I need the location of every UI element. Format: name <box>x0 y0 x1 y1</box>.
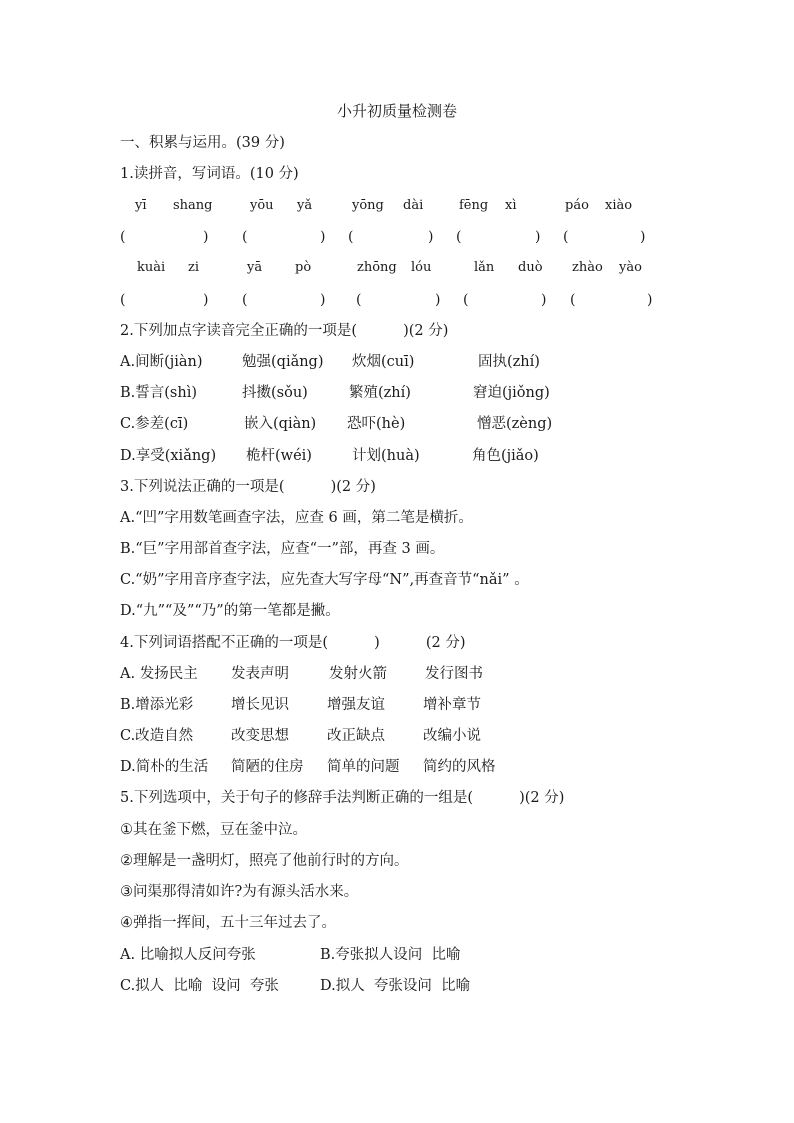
pinyin: xiào <box>605 198 633 213</box>
option-cell: 发表声明 <box>231 666 289 682</box>
option-cell: 憎恶(zèng) <box>477 416 553 432</box>
blank-open: ( <box>348 229 354 245</box>
sentence-text: 问渠那得清如许?为有源头活水来。 <box>133 884 359 900</box>
blank-open: ( <box>242 292 248 308</box>
blank-close: ) <box>203 229 209 245</box>
blank-close: ) <box>320 229 326 245</box>
pinyin: shang <box>173 198 213 213</box>
option-cell: 抖擞(sǒu) <box>242 385 308 401</box>
blank-close: ) <box>647 292 653 308</box>
option-cell: 计划(huà) <box>352 448 420 464</box>
q3-option-c: C.“奶”字用音序查字法，应先查大写字母“N”,再查音节“nǎi” 。 <box>120 572 529 588</box>
option-cell: C.改造自然 <box>120 728 194 744</box>
option-cell: 繁殖(zhí) <box>349 385 411 401</box>
number-marker: ② <box>120 853 133 869</box>
blank-close: ) <box>435 292 441 308</box>
sentence-text: 其在釜下燃，豆在釜中泣。 <box>133 822 307 838</box>
question-5-stem: 5.下列选项中，关于句子的修辞手法判断正确的一组是( )(2 分) <box>120 790 565 806</box>
option-cell: D.享受(xiǎng) <box>120 448 217 464</box>
pinyin: yā <box>247 260 263 275</box>
q5-choice-c: C.拟人 比喻 设问 夸张 <box>120 978 279 994</box>
blank-open: ( <box>120 229 126 245</box>
blank-close: ) <box>320 292 326 308</box>
option-cell: 炊烟(cuī) <box>352 354 415 370</box>
blank-close: ) <box>541 292 547 308</box>
option-cell: 增长见识 <box>231 697 289 713</box>
option-cell: 嵌入(qiàn) <box>244 416 317 432</box>
pinyin: lóu <box>411 260 432 275</box>
pinyin: duò <box>518 260 543 275</box>
option-cell: B.增添光彩 <box>120 697 194 713</box>
pinyin: zi <box>188 260 200 275</box>
option-cell: 增补章节 <box>423 697 481 713</box>
sentence-4 <box>120 913 336 933</box>
blank-open: ( <box>356 292 362 308</box>
option-cell: 发行图书 <box>425 666 483 682</box>
pinyin: dài <box>403 198 424 213</box>
blank-open: ( <box>563 229 569 245</box>
pinyin: páo <box>565 198 589 213</box>
sentence-2 <box>120 851 409 871</box>
option-cell: D.简朴的生活 <box>120 759 209 775</box>
option-cell: 改编小说 <box>423 728 481 744</box>
option-cell: 改变思想 <box>231 728 289 744</box>
page-title: 小升初质量检测卷 <box>336 102 457 120</box>
option-cell: 窘迫(jiǒng) <box>473 385 550 401</box>
option-cell: 恐吓(hè) <box>347 416 406 432</box>
number-marker: ① <box>120 822 133 838</box>
number-marker: ④ <box>120 915 133 931</box>
pinyin: yī <box>135 198 147 213</box>
option-cell: 简陋的住房 <box>231 759 304 775</box>
pinyin: kuài <box>137 260 166 275</box>
blank-open: ( <box>120 292 126 308</box>
question-4-stem: 4.下列词语搭配不正确的一项是( ) (2 分) <box>120 635 466 651</box>
q5-choice-d: D.拟人 夸张设问 比喻 <box>320 978 471 994</box>
option-cell: A. 发扬民主 <box>120 666 198 682</box>
question-3-stem: 3.下列说法正确的一项是( )(2 分) <box>120 479 376 495</box>
option-cell: 勉强(qiǎng) <box>242 354 324 370</box>
option-cell: 固执(zhí) <box>478 354 540 370</box>
sentence-1 <box>120 820 307 840</box>
blank-close: ) <box>428 229 434 245</box>
q3-option-a: A.“凹”字用数笔画查字法，应查 6 画，第二笔是横折。 <box>120 510 473 526</box>
blank-close: ) <box>535 229 541 245</box>
option-cell: 角色(jiǎo) <box>472 448 539 464</box>
option-cell: 简约的风格 <box>423 759 496 775</box>
q3-option-d: D.“九”“及”“乃”的第一笔都是撇。 <box>120 603 340 619</box>
pinyin: yǎ <box>297 198 313 213</box>
pinyin: xì <box>505 198 517 213</box>
pinyin: fēng <box>459 198 489 213</box>
q5-choice-a: A. 比喻拟人反问夸张 <box>120 947 256 963</box>
option-cell: B.誓言(shì) <box>120 385 197 401</box>
pinyin: pò <box>295 260 312 275</box>
option-cell: 改正缺点 <box>327 728 385 744</box>
blank-open: ( <box>242 229 248 245</box>
sentence-text: 理解是一盏明灯，照亮了他前行时的方向。 <box>133 853 409 869</box>
pinyin: zhōng <box>357 260 397 275</box>
blank-open: ( <box>570 292 576 308</box>
option-cell: 桅杆(wéi) <box>246 448 312 464</box>
option-cell: 增强友谊 <box>327 697 385 713</box>
pinyin: zhào <box>572 260 603 275</box>
blank-close: ) <box>640 229 646 245</box>
q5-choice-b: B.夸张拟人设问 比喻 <box>320 947 461 963</box>
section-heading: 一、积累与运用。(39 分) <box>120 135 285 151</box>
blank-open: ( <box>463 292 469 308</box>
blank-open: ( <box>456 229 462 245</box>
option-cell: 发射火箭 <box>329 666 387 682</box>
option-cell: C.参差(cī) <box>120 416 189 432</box>
option-cell: 简单的问题 <box>327 759 400 775</box>
pinyin: yào <box>619 260 642 275</box>
pinyin: yōu <box>250 198 274 213</box>
option-cell: A.间断(jiàn) <box>120 354 203 370</box>
q3-option-b: B.“巨”字用部首查字法，应查“一”部，再查 3 画。 <box>120 541 445 557</box>
blank-close: ) <box>203 292 209 308</box>
number-marker: ③ <box>120 884 133 900</box>
question-2-stem: 2.下列加点字读音完全正确的一项是( )(2 分) <box>120 323 449 339</box>
question-1-stem: 1.读拼音，写词语。(10 分) <box>120 166 299 182</box>
sentence-3 <box>120 882 358 902</box>
pinyin: yōng <box>352 198 384 213</box>
pinyin: lǎn <box>474 260 495 275</box>
sentence-text: 弹指一挥间，五十三年过去了。 <box>133 915 336 931</box>
